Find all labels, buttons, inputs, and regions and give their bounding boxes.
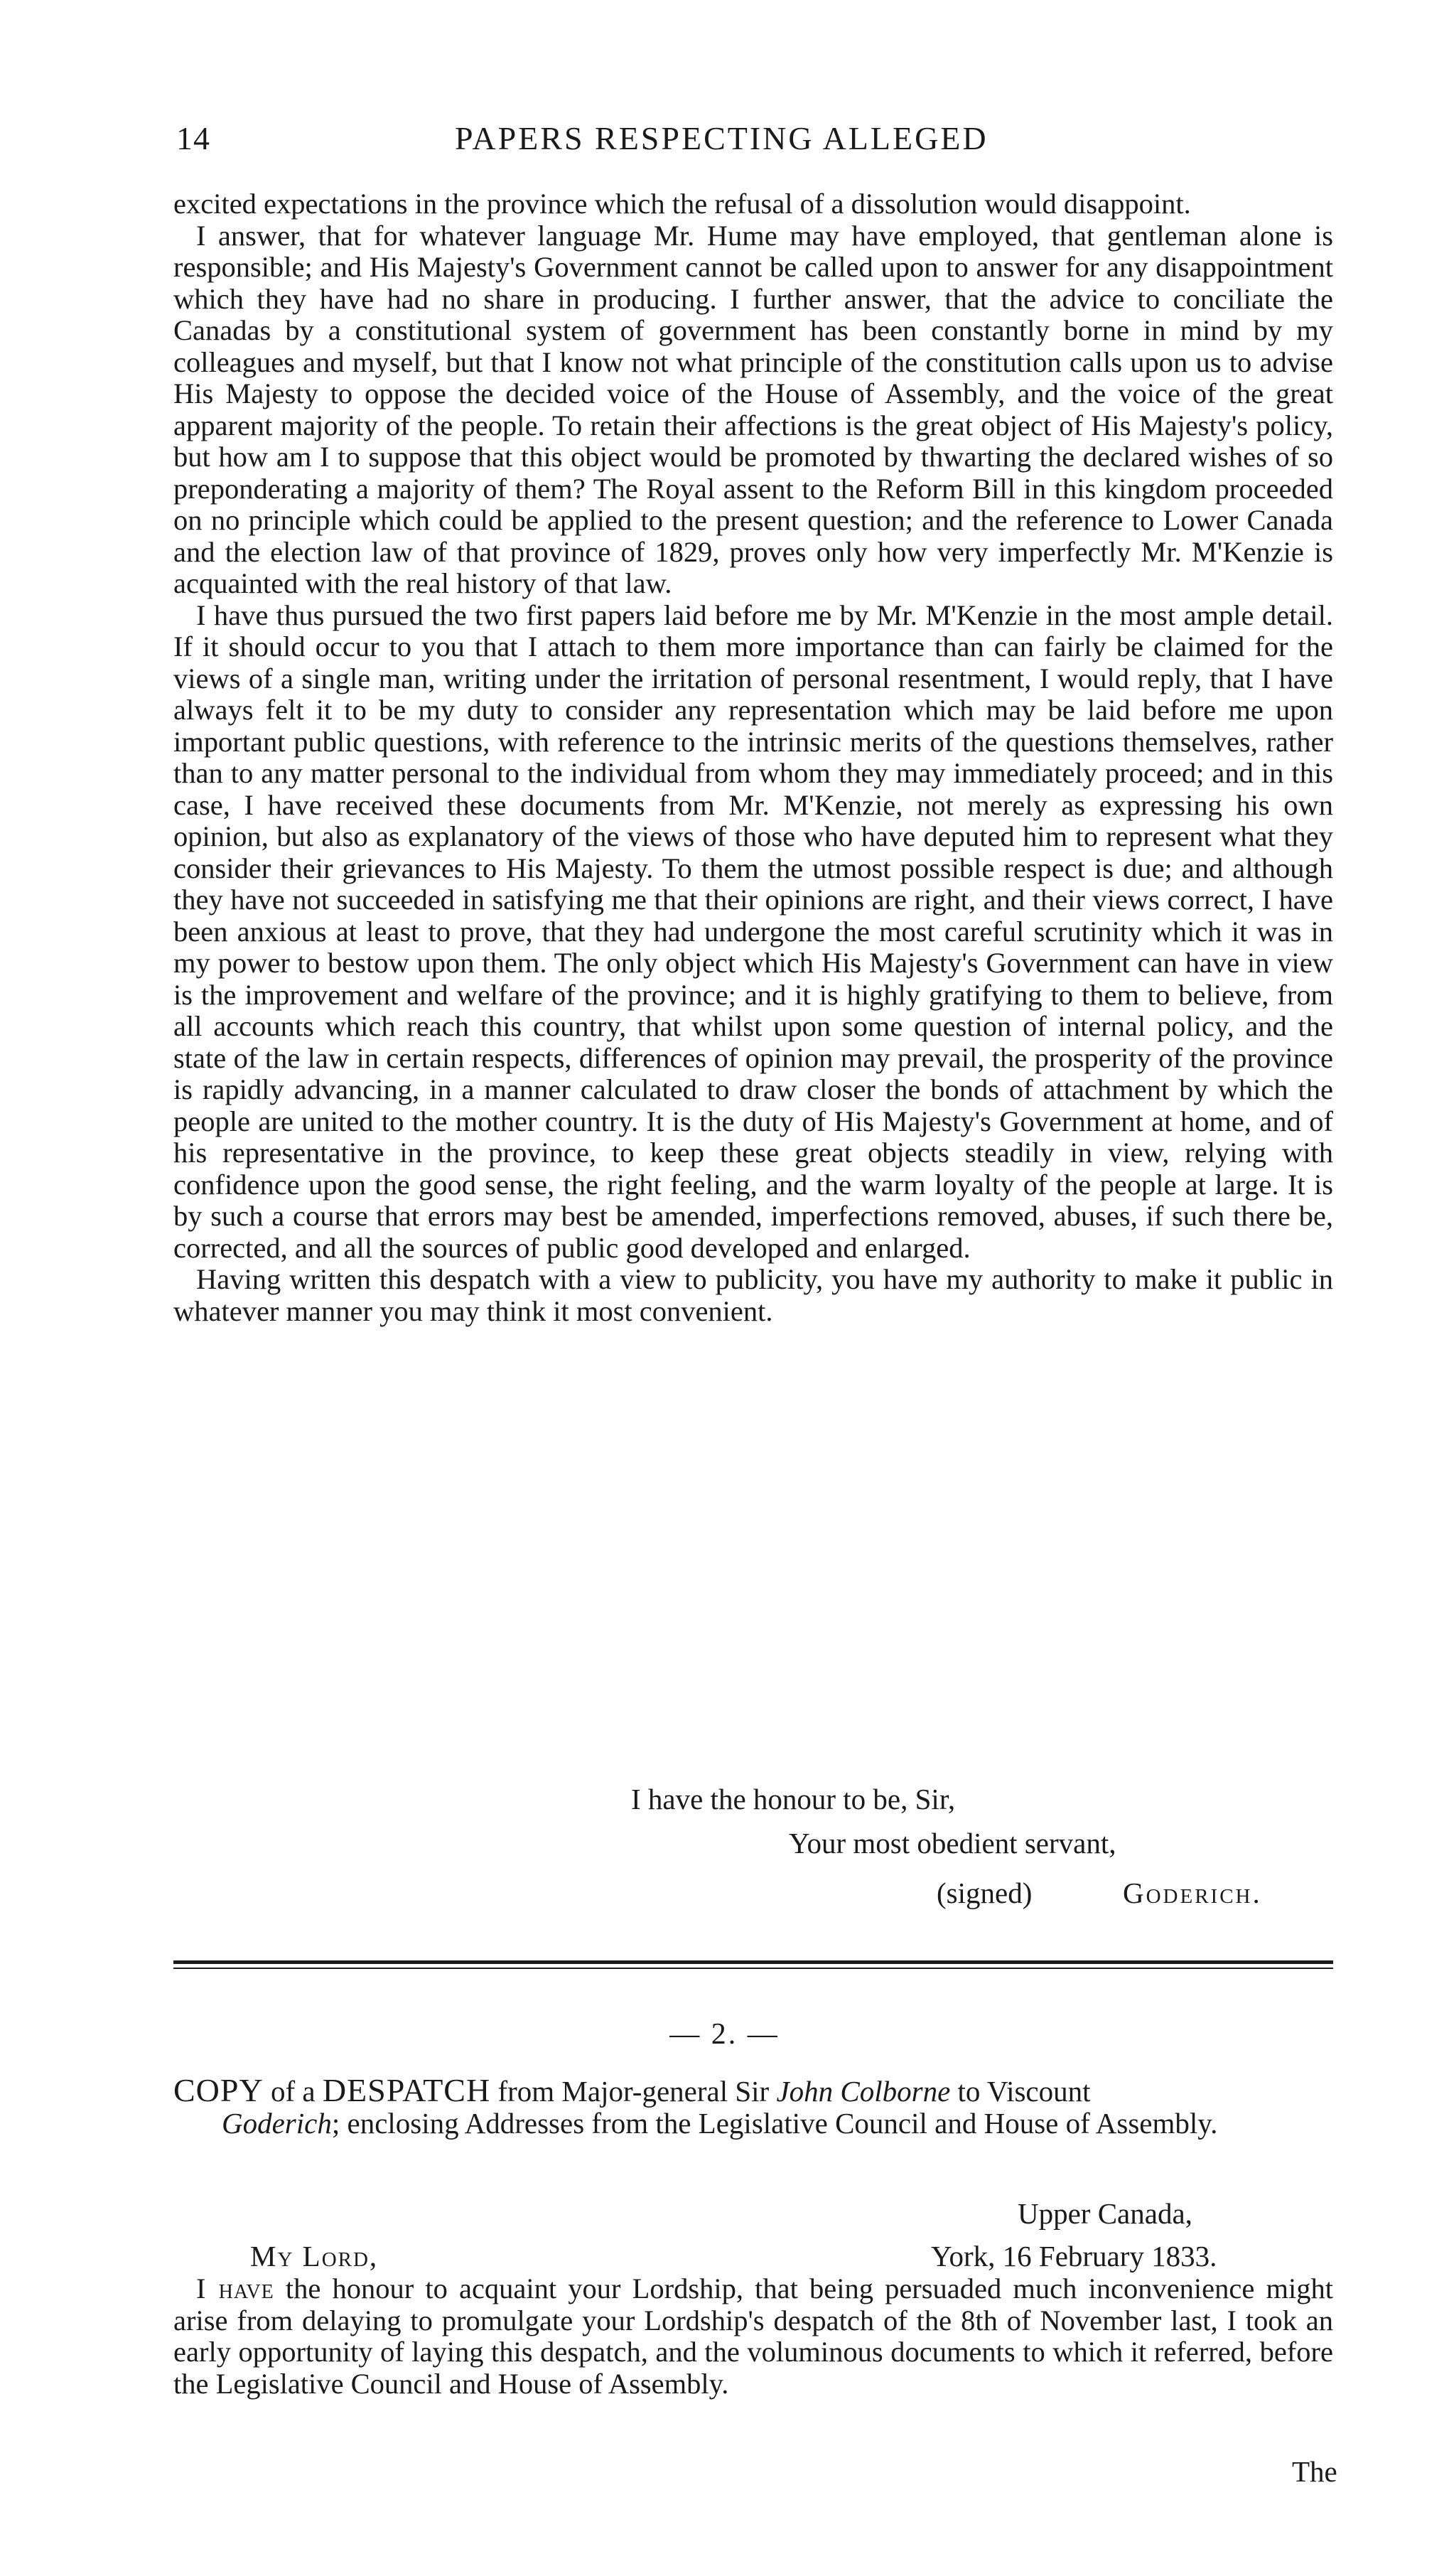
heading-continuation	[173, 2108, 1333, 2140]
salutation-text: My Lord,	[250, 2240, 379, 2272]
signed-note: (signed)	[937, 1877, 1033, 1909]
heading-text: ; enclosing Addresses from the Legislative Council and House of Assembly.	[331, 2107, 1218, 2140]
signer-name: Goderich.	[1123, 1877, 1262, 1909]
heading-recipient: Goderich	[222, 2107, 332, 2140]
letter-body	[173, 2273, 1333, 2400]
paragraph: I have thus pursued the two first papers laid before me by Mr. M'Kenzie in the most ample detail. If it should occur to you that I attach to them more importance than can fairly be claimed for the views of a single man, writing under the irritation of personal resentment, I would reply, that I have always felt it to be my duty to consider any representation which may be laid before me upon important public questions, with reference to the intrinsic merits of the questions themselves, rather than to any matter personal to the individual from whom they may immediately proceed; and in this case, I have received these documents from Mr. M'Kenzie, not merely as expressing his own opinion, but also as explanatory of the views of those who have deputed him to represent what they consider their grievances to His Majesty. To them the utmost possible respect is due; and although they have not succeeded in satisfying me that their opinions are right, and their views correct, I have been anxious at least to prove, that they had undergone the most careful scrutinity which it was in my power to bestow upon them. The only object which His Majesty's Government can have in view is the improvement and welfare of the province; and it is highly gratifying to them to believe, from all accounts which reach this country, that whilst upon some question of internal policy, and the state of the law in certain respects, differences of opinion may prevail, the prosperity of the province is rapidly advancing, in a manner calculated to draw closer the bonds of attachment by which the people are united to the mother country. It is the duty of His Majesty's Government at home, and of his representative in the province, to keep these great objects steadily in view, relying with confidence upon the good sense, the right feeling, and the warm loyalty of the people at large. It is by such a course that errors may best be amended, imperfections removed, abuses, if such there be, corrected, and all the sources of public good developed and enlarged.	[173, 599, 1333, 1264]
heading-text: from Major-general Sir	[490, 2075, 777, 2108]
letter-date: York, 16 February 1833.	[931, 2240, 1217, 2272]
letter-opening: I have	[196, 2272, 274, 2304]
section-number: — 2. —	[669, 2018, 780, 2051]
paragraph: I answer, that for whatever language Mr. Hume may have employed, that gentleman alone is responsible; and His Majesty's Government cannot be called upon to answer for any disappointment which they have had no share in producing. I further answer, that the advice to conciliate the Canadas by a constitutional system of government has been constantly borne in mind by my colleagues and myself, but that I know not what principle of the constitution calls upon us to advise His Majesty to oppose the decided voice of the House of Assembly, and the voice of the great apparent majority of the people. To retain their affections is the great object of His Majesty's policy, but how am I to suppose that this object would be promoted by thwarting the declared wishes of so preponderating a majority of them? The Royal assent to the Reform Bill in this kingdom proceeded on no principle which could be applied to the present question; and the reference to Lower Canada and the election law of that province of 1829, proves only how very imperfectly Mr. M'Kenzie is acquainted with the real history of that law.	[173, 219, 1333, 599]
catchword: The	[1292, 2455, 1337, 2488]
page-number: 14	[176, 120, 210, 156]
running-title: PAPERS RESPECTING ALLEGED	[455, 120, 989, 156]
paragraph: Having written this despatch with a view to publicity, you have my authority to make it public in whatever manner you may think it most convenient.	[173, 1263, 1333, 1327]
section-divider	[173, 1960, 1333, 1964]
despatch-body	[173, 188, 1333, 1327]
paragraph: excited expectations in the province which the refusal of a dissolution would disappoint.	[173, 188, 1191, 220]
heading-text: of a	[263, 2075, 323, 2108]
letter-place: Upper Canada,	[1018, 2197, 1192, 2230]
section-divider-thin	[173, 1968, 1333, 1969]
letter-text: the honour to acquaint your Lordship, that being persuaded much inconvenience might arise from delaying to promulgate your Lordship's despatch of the 8th of November last, I took an early opportunity of laying this despatch, and the voluminous documents to which it referred, before the Legislative Council and House of Assembly.	[173, 2272, 1333, 2400]
salutation	[250, 2239, 378, 2273]
heading-text: to Viscount	[950, 2075, 1091, 2108]
heading-sender: John Colborne	[776, 2075, 951, 2108]
heading-copy: COPY	[173, 2072, 264, 2108]
document-heading	[173, 2074, 1333, 2140]
heading-despatch: DESPATCH	[322, 2072, 491, 2108]
closing-line-2: Your most obedient servant,	[789, 1827, 1116, 1859]
closing-line-1: I have the honour to be, Sir,	[631, 1783, 956, 1815]
